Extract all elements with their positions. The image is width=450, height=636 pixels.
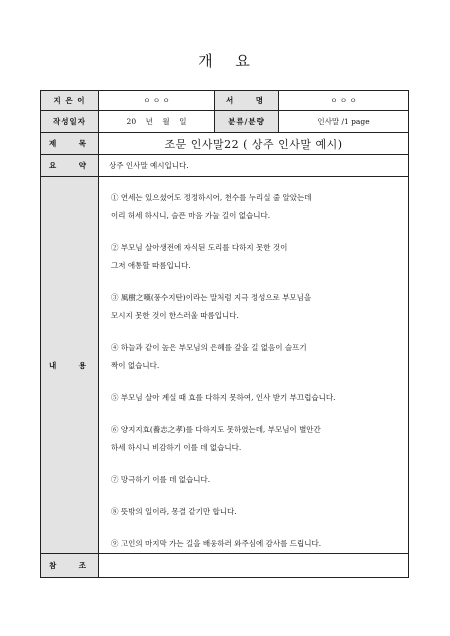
summary-table: [40, 90, 409, 578]
paragraph-gap: [111, 275, 408, 289]
paragraph-line: 이리 허세 하시니, 슬픈 마음 가눌 길이 없습니다.: [111, 211, 271, 220]
content-paragraph: [111, 239, 408, 275]
paragraph-line: ② 부모님 살아생전에 자식된 도리를 다하지 못한 것이: [111, 243, 288, 252]
summary-label: 요 약: [41, 155, 99, 177]
paragraph-line: 하세 하시니 비감하기 이를 데 없습니다.: [111, 443, 242, 452]
category-label: 분류/분량: [215, 111, 279, 133]
signature-label: 서 명: [215, 91, 279, 111]
paragraph-line: ⑦ 망극하기 이를 데 없습니다.: [111, 475, 211, 484]
category-value: 인사말 /1 page: [279, 111, 409, 133]
content-row: [41, 177, 409, 554]
paragraph-line: 짝이 없습니다.: [111, 361, 160, 370]
content-paragraph: [111, 535, 408, 553]
content-paragraph: [111, 471, 408, 489]
signature-value: ㅇ ㅇ ㅇ: [279, 91, 409, 111]
content-paragraph: [111, 503, 408, 521]
content-paragraphs: [111, 177, 408, 553]
paragraph-line: 모시지 못한 것이 한스러울 따름입니다.: [111, 311, 239, 320]
subject-row: [41, 133, 409, 155]
date-row: [41, 111, 409, 133]
document-title: 개 요: [198, 52, 252, 70]
summary-row: [41, 155, 409, 177]
paragraph-line: ④ 하늘과 같이 높은 부모님의 은혜를 갚을 길 없음이 슬프기: [111, 343, 307, 352]
paragraph-gap: [111, 489, 408, 503]
paragraph-line: ① 연세는 있으셨어도 정정하시어, 천수를 누리실 줄 알았는데: [111, 193, 312, 202]
paragraph-gap: [111, 407, 408, 421]
paragraph-gap: [111, 325, 408, 339]
content-paragraph: [111, 289, 408, 325]
reference-label: 참 조: [41, 554, 99, 578]
paragraph-gap: [111, 375, 408, 389]
reference-row: [41, 554, 409, 578]
subject-value: 조문 인사말22 ( 상주 인사말 예시): [99, 133, 409, 155]
content-paragraph: [111, 189, 408, 225]
writer-row: [41, 91, 409, 111]
content-paragraph: [111, 421, 408, 457]
subject-label: 제 목: [41, 133, 99, 155]
summary-value: 상주 인사말 예시입니다.: [99, 155, 409, 177]
paragraph-line: 그저 애통할 따름입니다.: [111, 261, 191, 270]
paragraph-gap: [111, 521, 408, 535]
content-body: [99, 177, 409, 554]
paragraph-gap: [111, 225, 408, 239]
content-paragraph: [111, 339, 408, 375]
paragraph-gap: [111, 457, 408, 471]
paragraph-line: ⑧ 뜻밖의 일이라, 몽결 같기만 합니다.: [111, 507, 237, 516]
paragraph-line: ⑥ 양지지효(養志之孝)를 다하지도 못하였는데, 부모님이 별안간: [111, 425, 321, 434]
writer-value: ㅇ ㅇ ㅇ: [99, 91, 215, 111]
content-paragraph: [111, 389, 408, 407]
reference-value: [99, 554, 409, 578]
paragraph-line: ③ 風樹之嘆(풍수지탄)이라는 말처럼 지극 정성으로 부모님을: [111, 293, 312, 302]
content-label: 내 용: [41, 177, 99, 554]
date-label: 작성일자: [41, 111, 99, 133]
writer-label: 지 은 이: [41, 91, 99, 111]
paragraph-line: ⑨ 고인의 마지막 가는 길을 배웅하러 와주심에 감사를 드립니다.: [111, 539, 322, 548]
paragraph-line: ⑤ 부모님 살아 계실 때 효를 다하지 못하여, 인사 받기 부끄럽습니다.: [111, 393, 336, 402]
date-value: 20 년 월 일: [99, 111, 215, 133]
